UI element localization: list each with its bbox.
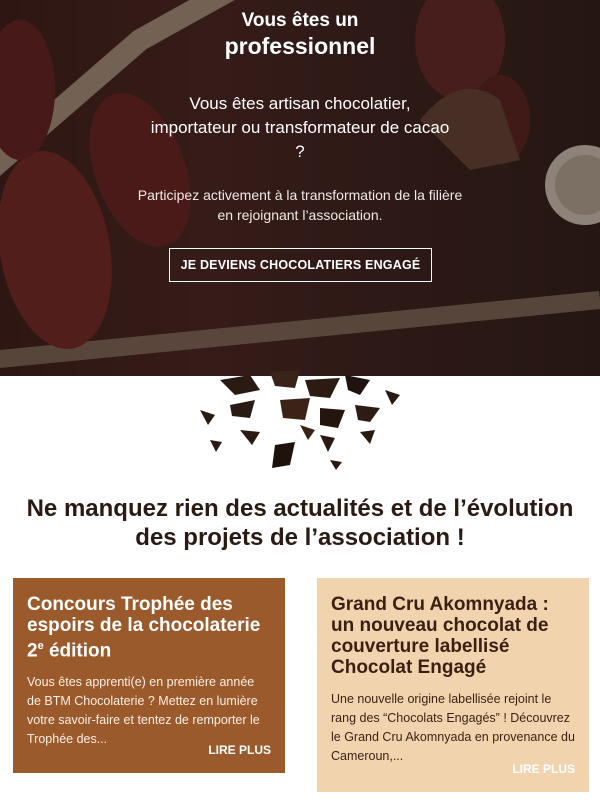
news-card-title-main: Concours Trophée des espoirs de la chocolaterie 2 xyxy=(27,594,261,662)
news-card-title[interactable]: Grand Cru Akomnyada : un nouveau chocolat de couverture labellisé Chocolat Engagé xyxy=(331,594,549,678)
news-card-akomnyada[interactable] xyxy=(317,578,589,792)
chocolate-shards-image xyxy=(180,370,420,490)
hero-lead-text: Vous êtes artisan chocolatier, importateur ou transformateur de cacao ? xyxy=(150,94,450,161)
news-card-title-sup: e xyxy=(37,640,44,652)
news-card-title[interactable] xyxy=(27,594,271,661)
news-section-heading: Ne manquez rien des actualités et de l’évolution des projets de l’association ! xyxy=(26,495,574,551)
hero-banner xyxy=(0,0,600,376)
hero-body-text: Participez activement à la transformation de la filière en rejoignant l’association. xyxy=(137,187,463,223)
news-card-excerpt: Une nouvelle origine labellisée rejoint le rang des “Chocolats Engagés” ! Découvrez le Grand Cru Akomnyada en provenance du Cameroun,... xyxy=(331,692,575,763)
read-more-link[interactable]: LIRE PLUS xyxy=(512,762,575,776)
news-card-title-end: édition xyxy=(43,640,112,662)
become-engaged-chocolatier-button[interactable]: JE DEVIENS CHOCOLATIERS ENGAGÉ xyxy=(169,248,432,282)
news-card-excerpt: Vous êtes apprenti(e) en première année de BTM Chocolaterie ? Mettez en lumière votre savoir-faire et tentez de remporter le Trophée des... xyxy=(27,675,260,747)
hero-title: professionnel xyxy=(224,33,376,59)
read-more-link[interactable]: LIRE PLUS xyxy=(208,743,271,757)
hero-kicker: Vous êtes un xyxy=(241,10,359,31)
news-card-trophee[interactable] xyxy=(13,578,285,773)
